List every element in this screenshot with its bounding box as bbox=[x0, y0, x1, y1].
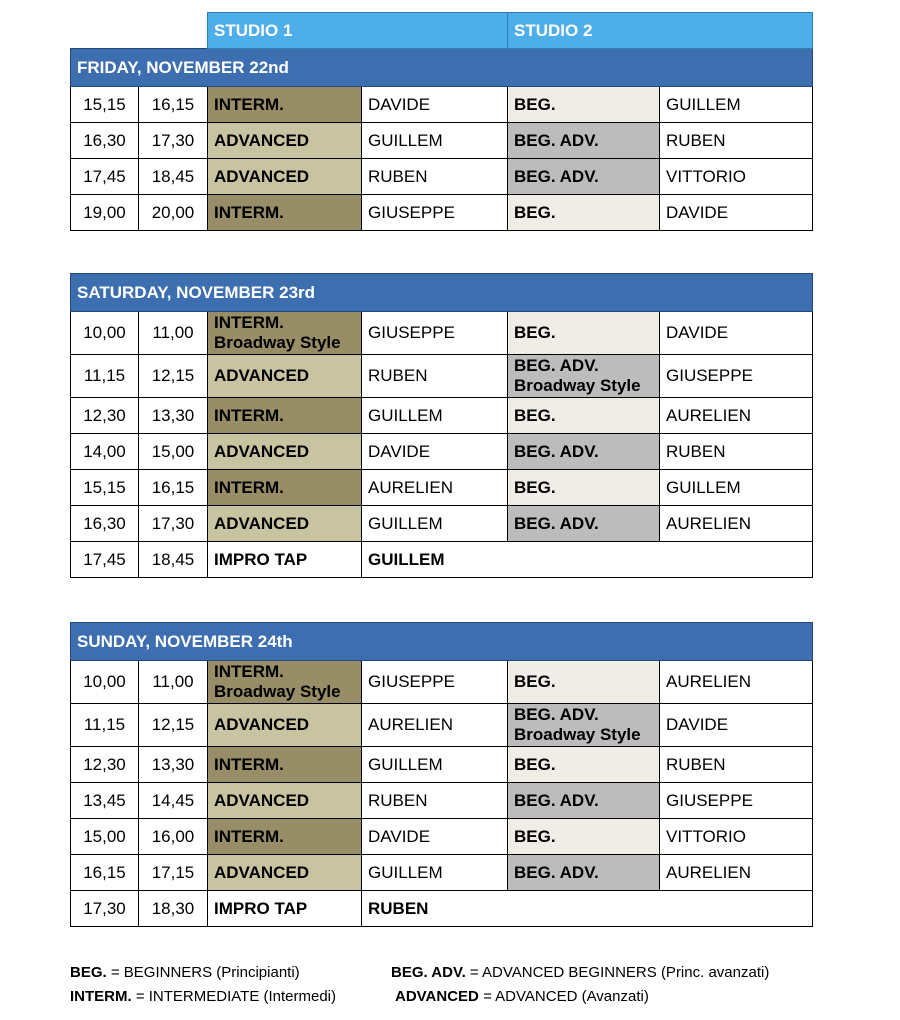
class-level-cell bbox=[208, 195, 362, 231]
studio-1-teacher: GIUSEPPE bbox=[362, 661, 508, 704]
legend-interm-text: = INTERMEDIATE (Intermedi) bbox=[131, 988, 337, 1005]
studio-1-teacher: RUBEN bbox=[362, 355, 508, 398]
class-level: INTERM. bbox=[214, 405, 284, 425]
class-level: INTERM. bbox=[214, 826, 284, 846]
studio-2-teacher: AURELIEN bbox=[660, 506, 813, 542]
class-level-cell bbox=[208, 470, 362, 506]
schedule-row bbox=[71, 819, 813, 855]
studio-2-teacher: GUILLEM bbox=[660, 470, 813, 506]
legend-interm-abbr: INTERM. bbox=[70, 988, 132, 1005]
schedule-row bbox=[71, 195, 813, 231]
class-level-cell bbox=[508, 195, 660, 231]
studio-2-header: STUDIO 2 bbox=[508, 13, 813, 49]
schedule-row bbox=[71, 398, 813, 434]
class-level: BEG. bbox=[514, 826, 556, 846]
end-time: 18,45 bbox=[139, 542, 208, 578]
schedule-row bbox=[71, 355, 813, 398]
class-level: BEG. ADV. bbox=[514, 356, 599, 375]
studio-1-teacher: RUBEN bbox=[362, 159, 508, 195]
start-time: 17,45 bbox=[71, 159, 139, 195]
class-level-cell bbox=[208, 398, 362, 434]
end-time: 15,00 bbox=[139, 434, 208, 470]
class-level: BEG. bbox=[514, 323, 556, 342]
studio-2-teacher: RUBEN bbox=[660, 123, 813, 159]
class-style: Broadway Style bbox=[214, 333, 341, 352]
studio-2-teacher: RUBEN bbox=[660, 747, 813, 783]
special-class: IMPRO TAP bbox=[208, 891, 362, 927]
class-level: INTERM. bbox=[214, 477, 284, 497]
class-level: BEG. ADV. bbox=[514, 862, 599, 882]
start-time: 12,30 bbox=[71, 398, 139, 434]
class-level-cell bbox=[508, 704, 660, 747]
studio-2-teacher: AURELIEN bbox=[660, 661, 813, 704]
class-level: ADVANCED bbox=[214, 441, 310, 461]
schedule-row bbox=[71, 855, 813, 891]
class-level: BEG. bbox=[514, 754, 556, 774]
class-level-cell bbox=[208, 159, 362, 195]
class-level-cell bbox=[208, 87, 362, 123]
schedule-row bbox=[71, 159, 813, 195]
studio-1-teacher: GUILLEM bbox=[362, 855, 508, 891]
schedule-row bbox=[71, 123, 813, 159]
studio-1-teacher: RUBEN bbox=[362, 783, 508, 819]
class-level: BEG. ADV. bbox=[514, 790, 599, 810]
schedule-row bbox=[71, 506, 813, 542]
start-time: 16,30 bbox=[71, 506, 139, 542]
studio-1-teacher: DAVIDE bbox=[362, 87, 508, 123]
start-time: 10,00 bbox=[71, 312, 139, 355]
day-header: FRIDAY, NOVEMBER 22nd bbox=[71, 49, 813, 87]
schedule-row bbox=[71, 542, 813, 578]
end-time: 12,15 bbox=[139, 355, 208, 398]
schedule-row bbox=[71, 783, 813, 819]
special-teacher: RUBEN bbox=[362, 891, 813, 927]
class-style: Broadway Style bbox=[214, 682, 341, 701]
class-level: ADVANCED bbox=[214, 862, 310, 882]
end-time: 11,00 bbox=[139, 312, 208, 355]
class-level: BEG. ADV. bbox=[514, 441, 599, 461]
studio-1-teacher: GUILLEM bbox=[362, 506, 508, 542]
schedule-row bbox=[71, 891, 813, 927]
class-level-cell bbox=[508, 355, 660, 398]
class-level-cell bbox=[208, 819, 362, 855]
class-level: INTERM. bbox=[214, 202, 284, 222]
studio-1-teacher: GUILLEM bbox=[362, 123, 508, 159]
class-level: INTERM. bbox=[214, 754, 284, 774]
class-level: BEG. bbox=[514, 672, 556, 691]
end-time: 13,30 bbox=[139, 747, 208, 783]
studio-1-teacher: GIUSEPPE bbox=[362, 195, 508, 231]
end-time: 20,00 bbox=[139, 195, 208, 231]
studio-2-teacher: GIUSEPPE bbox=[660, 355, 813, 398]
class-level: BEG. bbox=[514, 405, 556, 425]
studio-2-teacher: DAVIDE bbox=[660, 312, 813, 355]
class-level: ADVANCED bbox=[214, 790, 310, 810]
class-level: BEG. ADV. bbox=[514, 166, 599, 186]
class-level-cell bbox=[508, 661, 660, 704]
start-time: 11,15 bbox=[71, 355, 139, 398]
start-time: 12,30 bbox=[71, 747, 139, 783]
class-level: INTERM. bbox=[214, 662, 284, 681]
class-level: BEG. bbox=[514, 94, 556, 114]
class-level: BEG. bbox=[514, 202, 556, 222]
class-level-cell bbox=[508, 506, 660, 542]
day-rows bbox=[71, 661, 813, 927]
end-time: 17,15 bbox=[139, 855, 208, 891]
friday-schedule-table bbox=[70, 12, 813, 231]
studio-2-teacher: VITTORIO bbox=[660, 159, 813, 195]
class-level-cell bbox=[208, 434, 362, 470]
schedule-row bbox=[71, 434, 813, 470]
class-level: ADVANCED bbox=[214, 715, 310, 734]
class-level-cell bbox=[508, 312, 660, 355]
start-time: 17,45 bbox=[71, 542, 139, 578]
start-time: 15,00 bbox=[71, 819, 139, 855]
class-level: BEG. bbox=[514, 477, 556, 497]
start-time: 15,15 bbox=[71, 470, 139, 506]
class-level: INTERM. bbox=[214, 313, 284, 332]
class-level: ADVANCED bbox=[214, 513, 310, 533]
legend-begadv-abbr: BEG. ADV. bbox=[391, 964, 466, 981]
class-level-cell bbox=[208, 123, 362, 159]
end-time: 17,30 bbox=[139, 506, 208, 542]
legend-beg-abbr: BEG. bbox=[70, 964, 107, 981]
class-level-cell bbox=[208, 312, 362, 355]
class-level-cell bbox=[508, 747, 660, 783]
class-level-cell bbox=[508, 783, 660, 819]
end-time: 16,00 bbox=[139, 819, 208, 855]
schedule-row bbox=[71, 87, 813, 123]
saturday-schedule-table bbox=[70, 273, 813, 578]
class-level-cell bbox=[208, 747, 362, 783]
class-level-cell bbox=[508, 855, 660, 891]
schedule-row bbox=[71, 747, 813, 783]
class-level-cell bbox=[208, 855, 362, 891]
studio-2-teacher: AURELIEN bbox=[660, 398, 813, 434]
special-teacher: GUILLEM bbox=[362, 542, 813, 578]
class-level-cell bbox=[208, 783, 362, 819]
studio-1-teacher: DAVIDE bbox=[362, 819, 508, 855]
start-time: 11,15 bbox=[71, 704, 139, 747]
day-rows bbox=[71, 312, 813, 578]
header-blank bbox=[71, 13, 208, 49]
class-style: Broadway Style bbox=[514, 376, 641, 395]
class-level: ADVANCED bbox=[214, 166, 310, 186]
legend-adv bbox=[395, 988, 649, 1005]
class-level-cell bbox=[508, 819, 660, 855]
legend-adv-abbr: ADVANCED bbox=[395, 988, 479, 1005]
class-level: BEG. ADV. bbox=[514, 705, 599, 724]
end-time: 14,45 bbox=[139, 783, 208, 819]
studio-2-teacher: GUILLEM bbox=[660, 87, 813, 123]
end-time: 16,15 bbox=[139, 87, 208, 123]
class-level-cell bbox=[208, 661, 362, 704]
studio-1-teacher: AURELIEN bbox=[362, 704, 508, 747]
class-level: BEG. ADV. bbox=[514, 130, 599, 150]
class-level: INTERM. bbox=[214, 94, 284, 114]
legend-beg-text: = BEGINNERS (Principianti) bbox=[106, 964, 300, 981]
start-time: 10,00 bbox=[71, 661, 139, 704]
start-time: 16,30 bbox=[71, 123, 139, 159]
end-time: 11,00 bbox=[139, 661, 208, 704]
class-style: Broadway Style bbox=[514, 725, 641, 744]
start-time: 16,15 bbox=[71, 855, 139, 891]
studio-2-teacher: DAVIDE bbox=[660, 704, 813, 747]
studio-1-teacher: GUILLEM bbox=[362, 398, 508, 434]
class-level-cell bbox=[208, 355, 362, 398]
start-time: 13,45 bbox=[71, 783, 139, 819]
class-level-cell bbox=[508, 434, 660, 470]
legend-begadv-text: = ADVANCED BEGINNERS (Princ. avanzati) bbox=[465, 964, 770, 981]
studio-header-row bbox=[71, 13, 813, 49]
class-level: ADVANCED bbox=[214, 130, 310, 150]
class-level: ADVANCED bbox=[214, 366, 310, 385]
studio-1-header: STUDIO 1 bbox=[208, 13, 508, 49]
studio-2-teacher: AURELIEN bbox=[660, 855, 813, 891]
end-time: 17,30 bbox=[139, 123, 208, 159]
studio-1-teacher: DAVIDE bbox=[362, 434, 508, 470]
start-time: 19,00 bbox=[71, 195, 139, 231]
end-time: 13,30 bbox=[139, 398, 208, 434]
class-level-cell bbox=[208, 506, 362, 542]
studio-1-teacher: AURELIEN bbox=[362, 470, 508, 506]
class-level-cell bbox=[508, 159, 660, 195]
studio-2-teacher: VITTORIO bbox=[660, 819, 813, 855]
end-time: 16,15 bbox=[139, 470, 208, 506]
studio-2-teacher: GIUSEPPE bbox=[660, 783, 813, 819]
class-level-cell bbox=[508, 87, 660, 123]
class-level-cell bbox=[508, 470, 660, 506]
schedule-row bbox=[71, 704, 813, 747]
day-rows bbox=[71, 87, 813, 231]
studio-1-teacher: GUILLEM bbox=[362, 747, 508, 783]
start-time: 14,00 bbox=[71, 434, 139, 470]
start-time: 17,30 bbox=[71, 891, 139, 927]
class-level: BEG. ADV. bbox=[514, 513, 599, 533]
class-level-cell bbox=[508, 398, 660, 434]
studio-2-teacher: DAVIDE bbox=[660, 195, 813, 231]
sunday-schedule-table bbox=[70, 622, 813, 927]
day-header: SUNDAY, NOVEMBER 24th bbox=[71, 623, 813, 661]
special-class: IMPRO TAP bbox=[208, 542, 362, 578]
start-time: 15,15 bbox=[71, 87, 139, 123]
day-header: SATURDAY, NOVEMBER 23rd bbox=[71, 274, 813, 312]
legend-interm bbox=[70, 988, 336, 1005]
studio-1-teacher: GIUSEPPE bbox=[362, 312, 508, 355]
legend-begadv bbox=[391, 964, 769, 981]
end-time: 18,30 bbox=[139, 891, 208, 927]
schedule-row bbox=[71, 661, 813, 704]
studio-2-teacher: RUBEN bbox=[660, 434, 813, 470]
end-time: 12,15 bbox=[139, 704, 208, 747]
end-time: 18,45 bbox=[139, 159, 208, 195]
legend-beg bbox=[70, 964, 300, 981]
class-level-cell bbox=[208, 704, 362, 747]
class-level-cell bbox=[508, 123, 660, 159]
legend-adv-text: = ADVANCED (Avanzati) bbox=[478, 988, 649, 1005]
schedule-row bbox=[71, 312, 813, 355]
schedule-row bbox=[71, 470, 813, 506]
